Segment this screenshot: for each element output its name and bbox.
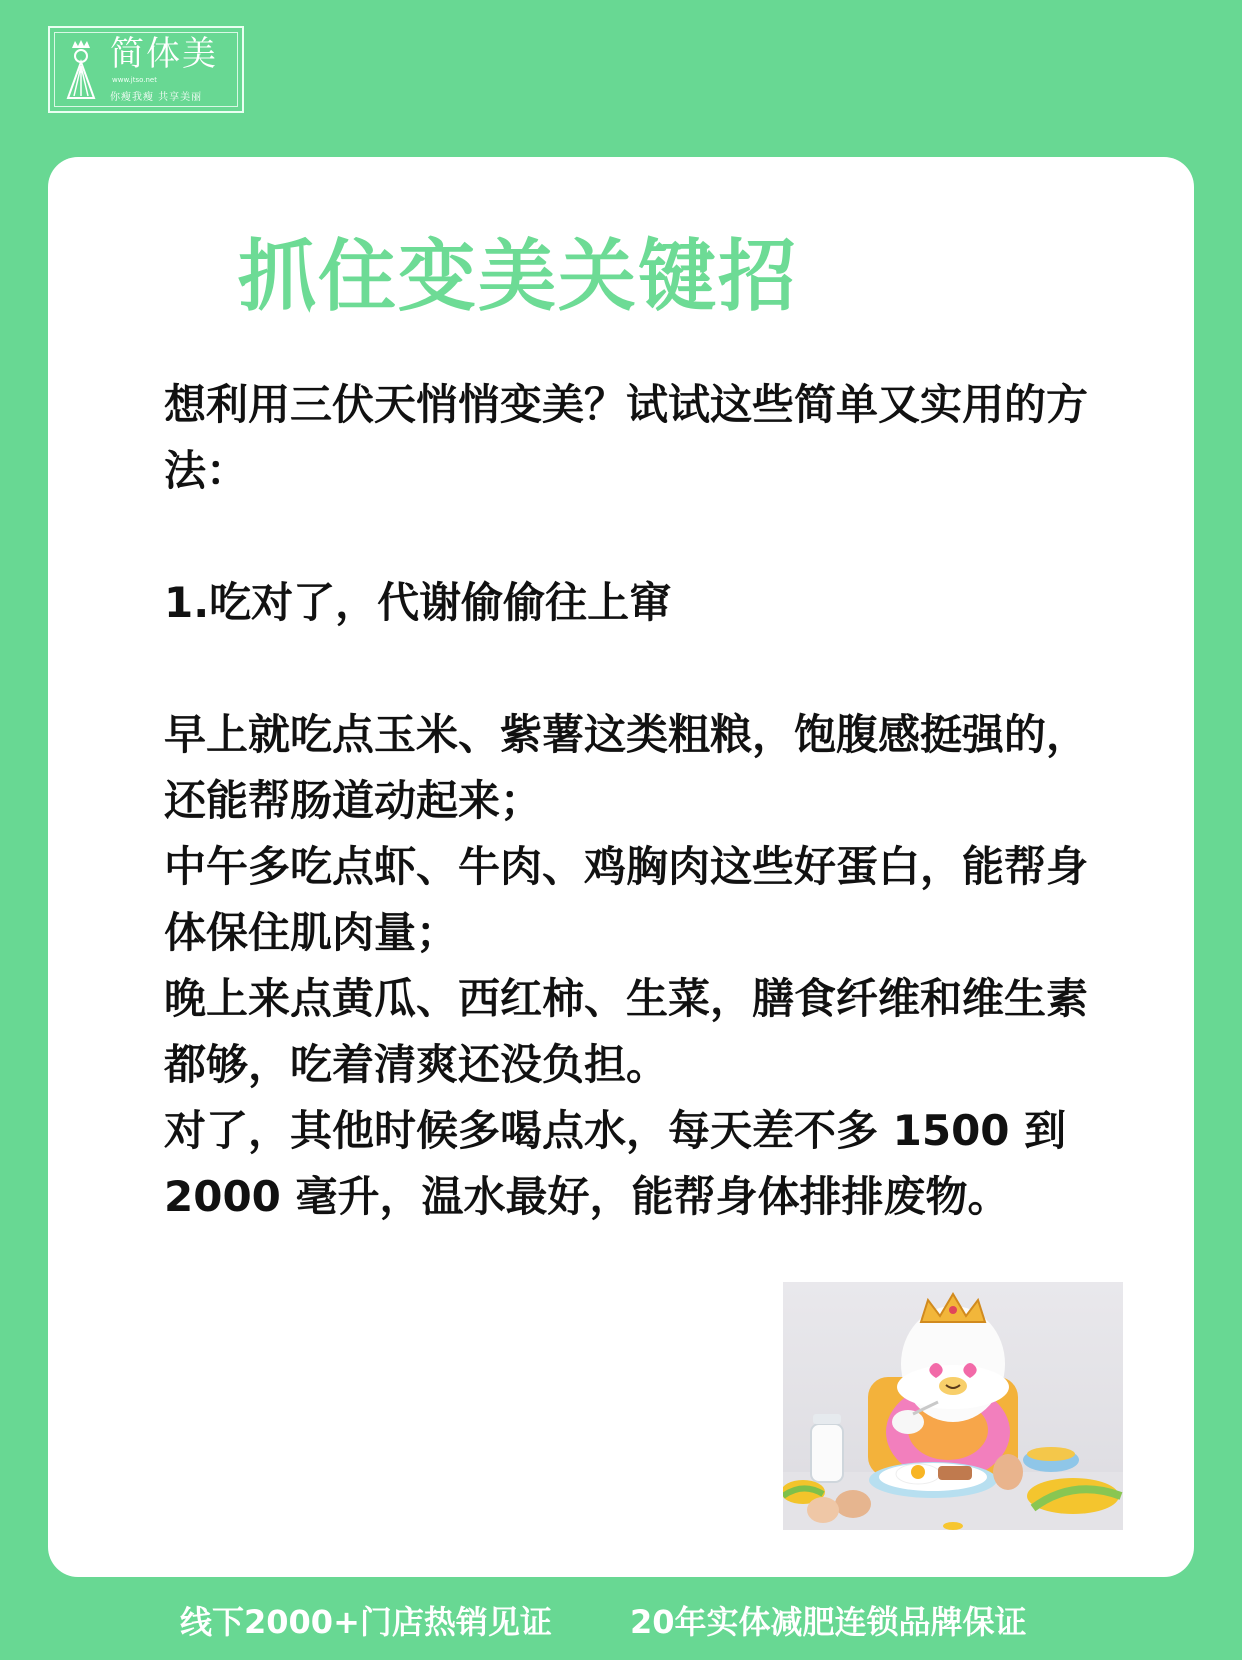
footer-stores-claim: 线下2000+门店热销见证 (180, 1603, 552, 1641)
spacer (164, 636, 1114, 702)
logo-slogan: 你瘦我瘦 共享美丽 (110, 92, 203, 103)
water-paragraph: 对了，其他时候多喝点水，每天差不多 1500 到 2000 毫升，温水最好，能帮身体排排废物。 (164, 1106, 1067, 1221)
logo-url: www.jtso.net (112, 76, 157, 84)
dinner-paragraph: 晚上来点黄瓜、西红柿、生菜，膳食纤维和维生素都够，吃着清爽还没负担。 (164, 974, 1089, 1089)
mascot-breakfast-illustration (783, 1282, 1123, 1530)
logo-name: 简体美 (110, 34, 218, 74)
content-card (48, 157, 1194, 1577)
lunch-paragraph: 中午多吃点虾、牛肉、鸡胸肉这些好蛋白，能帮身体保住肌肉量； (164, 842, 1089, 957)
footer-bar (0, 1602, 1242, 1642)
spacer (164, 504, 1114, 570)
article-body (164, 372, 1114, 1230)
brand-logo (48, 26, 244, 113)
section-heading: 1.吃对了，代谢偷偷往上窜 (164, 578, 672, 627)
intro-paragraph: 想利用三伏天悄悄变美？试试这些简单又实用的方法： (164, 380, 1089, 495)
crowned-figure-icon (60, 38, 102, 102)
footer-brand-claim: 20年实体减肥连锁品牌保证 (630, 1603, 1027, 1641)
breakfast-paragraph: 早上就吃点玉米、紫薯这类粗粮，饱腹感挺强的，还能帮肠道动起来； (164, 710, 1089, 825)
page-title: 抓住变美关键招 (238, 232, 799, 322)
